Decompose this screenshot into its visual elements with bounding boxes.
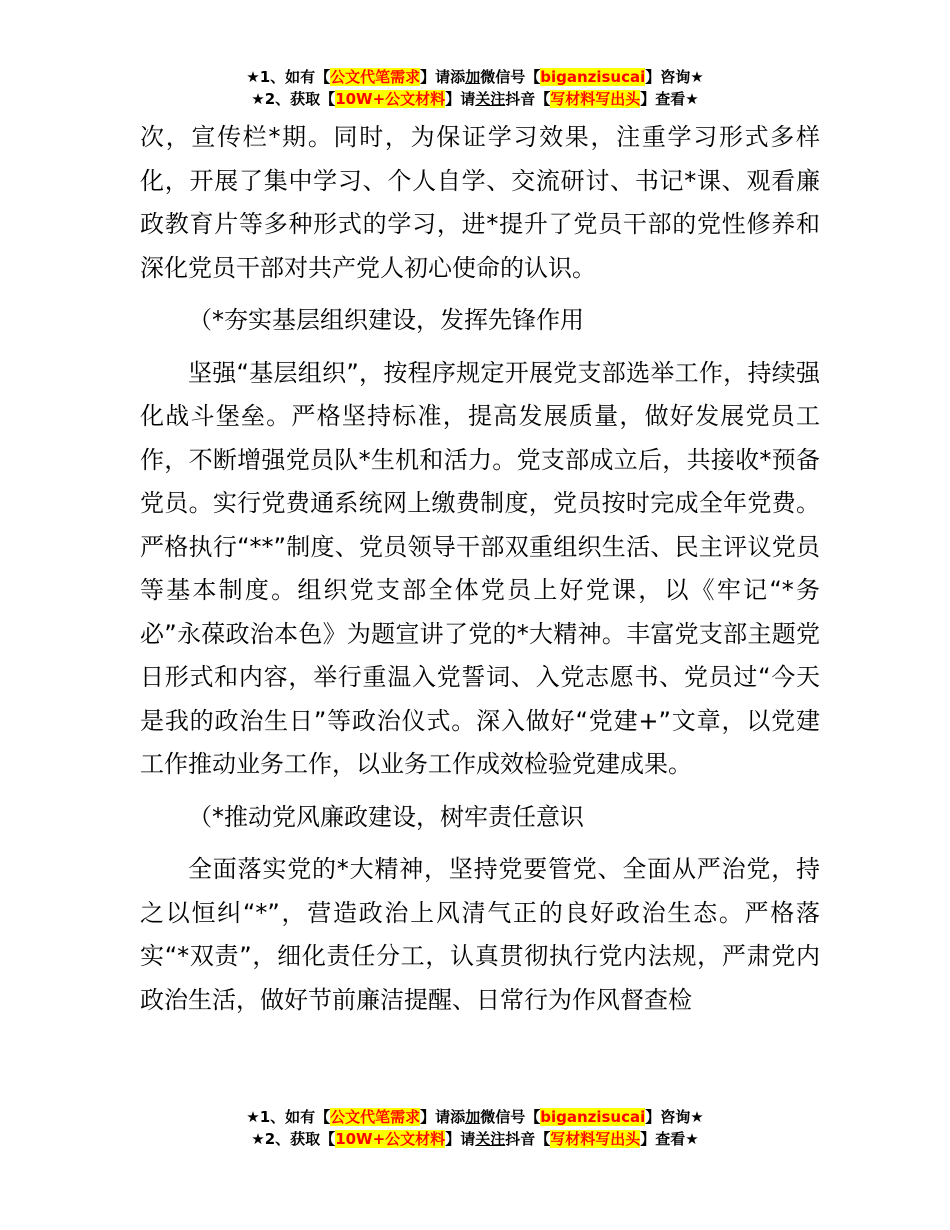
banner-highlight: 10W+公文材料 (335, 90, 446, 108)
header-banner (0, 66, 950, 110)
footer-banner (0, 1106, 950, 1150)
banner-underlined-text: 关注 (475, 1130, 506, 1148)
banner-highlight: biganzisucai (540, 68, 646, 86)
banner-highlight: 公文代笔需求 (330, 68, 421, 86)
banner-text: 】咨询★ (645, 68, 704, 86)
banner-text: ★1、如有【 (246, 1108, 331, 1126)
banner-highlight: biganzisucai (540, 1108, 646, 1126)
banner-text: 】请添 (420, 68, 466, 86)
body-paragraph: 全面落实党的*大精神，坚持党要管党、全面从严治党，持之以恒纠“*”，营造政治上风清气正的良好政治生态。严格落实“*双责”，细化责任分工，认真贯彻执行党内法规，严肃党内政治生活，做好节前廉洁提醒、日常行为作风督查检 (140, 855, 820, 1014)
document-body (140, 116, 820, 1022)
section-heading: （*夯实基层组织建设，发挥先锋作用 (188, 306, 584, 334)
banner-highlight: 写材料写出头 (550, 1130, 641, 1148)
footer-banner-line-2 (0, 1128, 950, 1150)
footer-banner-line-1 (0, 1106, 950, 1128)
banner-text: 】请 (445, 90, 476, 108)
header-banner-line-2 (0, 88, 950, 110)
banner-text: 】请 (445, 1130, 476, 1148)
banner-text: ★1、如有【 (246, 68, 331, 86)
banner-text: ★2、获取【 (251, 90, 336, 108)
banner-text: 】咨询★ (645, 1108, 704, 1126)
banner-underlined-text: 加 (465, 1108, 481, 1126)
banner-text: 】查看★ (640, 90, 699, 108)
banner-highlight: 公文代笔需求 (330, 1108, 421, 1126)
banner-highlight: 10W+公文材料 (335, 1130, 446, 1148)
banner-text: 抖音【 (505, 1130, 551, 1148)
banner-text: 微信号【 (480, 1108, 541, 1126)
banner-text: 】请添 (420, 1108, 466, 1126)
banner-underlined-text: 加 (465, 68, 481, 86)
body-paragraph: 次，宣传栏*期。同时，为保证学习效果，注重学习形式多样化，开展了集中学习、个人自学、交流研讨、书记*课、观看廉政教育片等多种形式的学习，进*提升了党员干部的党性修养和深化党员干部对共产党人初心使命的认识。 (140, 123, 820, 282)
banner-highlight: 写材料写出头 (550, 90, 641, 108)
banner-text: 抖音【 (505, 90, 551, 108)
body-paragraph: 坚强“基层组织”，按程序规定开展党支部选举工作，持续强化战斗堡垒。严格坚持标准，提高发展质量，做好发展党员工作，不断增强党员队*生机和活力。党支部成立后，共接收*预备党员。实行党费通系统网上缴费制度，党员按时完成全年党费。严格执行“**”制度、党员领导干部双重组织生活、民主评议党员等基本制度。组织党支部全体党员上好党课，以《牢记“*务必”永葆政治本色》为题宣讲了党的*大精神。丰富党支部主题党日形式和内容，举行重温入党誓词、入党志愿书、党员过“今天是我的政治生日”等政治仪式。深入做好“党建+”文章，以党建工作推动业务工作，以业务工作成效检验党建成果。 (140, 358, 820, 778)
banner-text: 】查看★ (640, 1130, 699, 1148)
banner-underlined-text: 关注 (475, 90, 506, 108)
header-banner-line-1 (0, 66, 950, 88)
banner-text: 微信号【 (480, 68, 541, 86)
section-heading: （*推动党风廉政建设，树牢责任意识 (188, 802, 584, 831)
banner-text: ★2、获取【 (251, 1130, 336, 1148)
